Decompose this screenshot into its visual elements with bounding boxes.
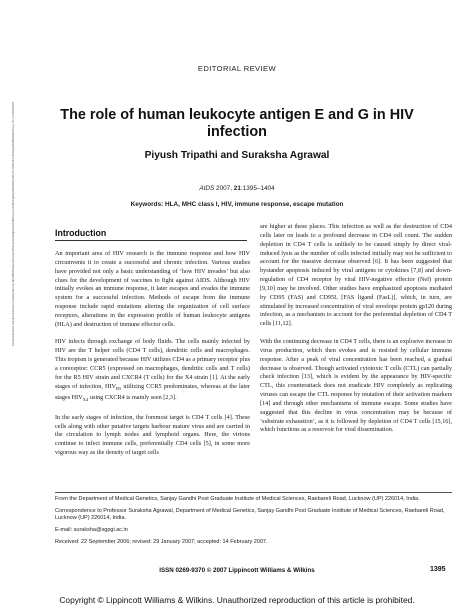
body-paragraph: An important area of HIV research is the immune response and how HIV circumvents it to create a successful and chronic infection. Various studies have provided not only a basic understanding of ‘how HIV invades’ but also clues for the development of vaccines to fight against AIDS. Although HIV initially evokes an immune response, it later escapes and evades the immune system for a successful infection. Methods of escape from the immune response include rapid mutations altering the organization of cell surface receptors, alterations in the expression profile of human leukocyte antigens (HLA) and destruction of immune effector cells. <box>55 250 250 328</box>
page-number: 1395 <box>430 566 446 573</box>
citation-year: 2007, <box>216 185 233 192</box>
section-heading-introduction: Introduction <box>55 228 247 241</box>
body-column-right <box>260 223 452 475</box>
body-paragraph: With the continuing decrease in CD4 T cells, there is an explosive increase in virus production, which then evokes and is resisted by cellular immune response. After a peak of viral concentration has been reached, a gradual decrease is observed. Though activated cytotoxic T cells (CTL) can partially check infection [13], which is evident by the appearance by HIV-specific CTL, this counterattack does not eradicate HIV completely as replicating viruses can escape the CTL response by mutation of their activation markers [14] and through other mechanisms of immune escape. Some studies have suggested that this decline in virus concentration may be because of ‘substrate exhaustion’, as it is followed by depletion of CD4 T cells [15,16], which functions as a reservoir for viral dissemination. <box>260 337 452 434</box>
body-paragraph: In the early stages of infection, the foremost target is CD4 T cells [4]. These cells along with other putative targets harbour mature virus and are carried in the circulation to lymph nodes and lymphoid organs. Here, the virions continue to infect immune cells, preferentially CD4 cells [5], in some more vigorous way as the density of target cells <box>55 413 250 457</box>
body-column-left <box>55 250 250 475</box>
issn-line: ISSN 0269-9370 © 2007 Lippincott Williams & Wilkins <box>159 567 315 574</box>
keywords-line: Keywords: HLA, MHC class I, HIV, immune response, escape mutation <box>130 201 344 208</box>
article-authors: Piyush Tripathi and Suraksha Agrawal <box>144 150 330 161</box>
section-label: EDITORIAL REVIEW <box>197 64 277 73</box>
copyright-notice: Copyright © Lippincott Williams & Wilkins. Unauthorized reproduction of this article is prohibited. <box>59 595 415 605</box>
footnotes <box>55 496 452 551</box>
download-watermark <box>12 101 18 346</box>
citation-line <box>0 185 474 192</box>
footnote-divider <box>55 492 452 493</box>
citation-journal: AIDS <box>199 185 215 192</box>
footnote-email: E-mail: suraksha@sgpgi.ac.in <box>55 527 128 534</box>
body-paragraph: HIV infects through exchange of body fluids. The cells mainly infected by HIV are the T helper cells (CD4 T cells), dendritic cells and macrophages. This tropism is generated because HIV utilizes CD4 as a primary receptor plus a coreceptor: CCR5 (expressed on macrophages, dendritic cells and T cells) for the R5 HIV strain and CXCR4 (T cells) for the X4 strain [1]. At the early stages of infection, $HIV_{R5}$ utilizing CCR5 predominates, whereas at the later stages $HIV_{X4}$ using CXCR4 is mainly seen [2,3]. <box>55 338 250 402</box>
footnote-affiliation: From the Department of Medical Genetics, Sanjay Gandhi Post Graduate Institute of Medical Sciences, Raebareli Road, Lucknow (UP) 226014, India. <box>55 496 420 502</box>
citation-volume: 21 <box>233 185 241 192</box>
citation-pages: :1395–1404 <box>240 185 275 192</box>
footnote-correspondence: Correspondence to Professor Suraksha Agrawal, Department of Medical Genetics, Sanjay Gandhi Post Graduate Institute of Medical Sciences, Raebareli Road, Lucknow (UP) 226014, India. <box>55 507 445 522</box>
article-title: The role of human leukocyte antigen E and G in HIV infection <box>60 107 414 140</box>
download-watermark-text: Downloaded from http://journals.lww.com/aidsonline by BhDMf5ePHKav1zEoum1tQfN4a+kJLhEZgbsIHo4XMi0hCywCX1AWnYQp/IlQrHD3i3D0OdRyi7TvSFl4Cf3VC4/OAVpDDa8KKGKV0Ymy+78= on 09/04/2023 <box>12 101 15 346</box>
body-paragraph: are higher at these places. This infection as well as the destruction of CD4 cells later on leads to a profound decrease in CD4 cell count. The sudden depletion in CD4 T cells is unlikely to be caused simply by direct viral-induced lysis as the number of cells infected initially may not be sufficient to account for the massive decrease observed [6]. It has been suggested that bystander apoptosis induced by viral antigens or cytokines [7,8] and down-regulation of CD4 receptor by viral HIV-negative effector (Nef) protein [9,10] may be involved. Other studies have emphasized apoptosis mediated by CD95 (FAS) and CD95L [FAS ligand (FasL)], which, in turn, are stimulated by increased concentration of viral envelope protein gp120 during infection, as a mechanism to account for the preferential depletion of CD4 T cells [11,12]. <box>260 223 452 328</box>
footnote-received: Received: 22 September 2006; revised: 29 January 2007; accepted: 14 February 2007. <box>55 538 268 545</box>
